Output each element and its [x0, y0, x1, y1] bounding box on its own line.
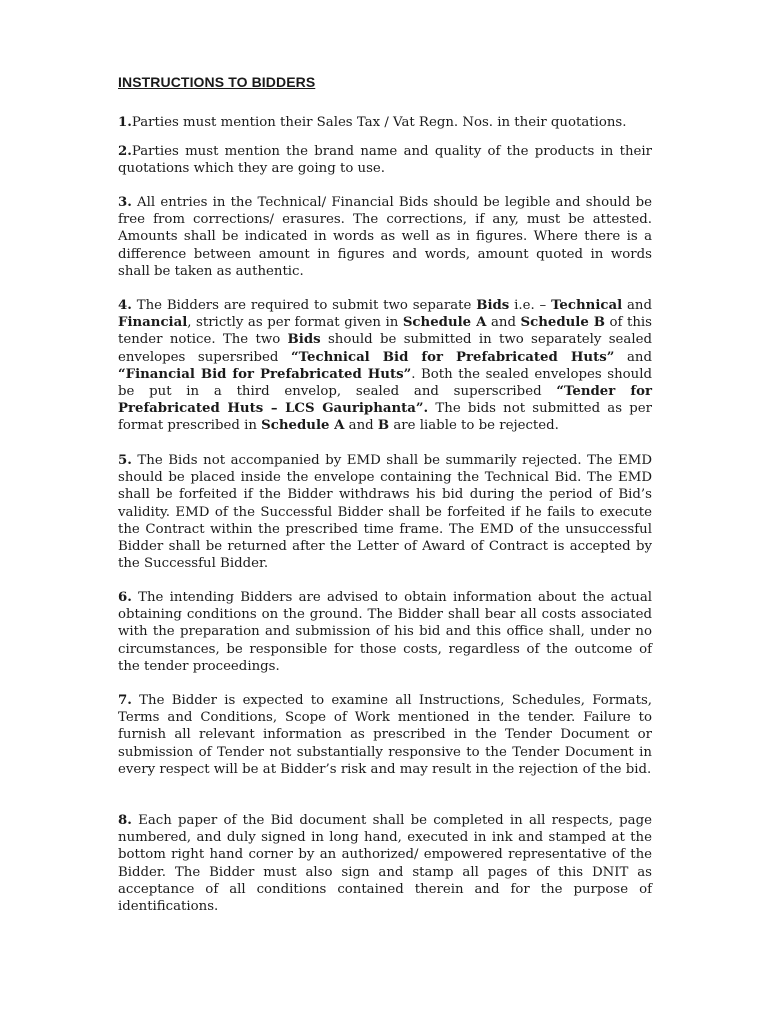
text-run: i.e. –	[509, 298, 552, 313]
instruction-number: 5.	[118, 453, 132, 468]
instruction-number: 2.	[118, 144, 132, 159]
instruction-text: Each paper of the Bid document shall be completed in all respects, page numbered, and duly signed in long hand, executed in ink and stamped at the bottom right hand corner by an authorized/ empowered representative of the Bidder. The Bidder must also sign and stamp all pages of this DNIT as acceptance of all conditions contained therein and for the purpose of identifications.	[118, 813, 652, 915]
instruction-number: 8.	[118, 813, 132, 828]
text-run: and	[486, 315, 521, 331]
instruction-6	[118, 589, 652, 675]
instruction-text: All entries in the Technical/ Financial Bids should be legible and should be free from corrections/ erasures. The corrections, if any, must be attested. Amounts shall be indicated in words as well as in figures. Where there is a difference between amount in figures and words, amount quoted in words shall be taken as authentic.	[118, 195, 652, 279]
text-run: . Both the sealed envelopes should be put in a third envelop, sealed and superscribed	[118, 366, 652, 400]
instruction-5	[118, 452, 652, 572]
bold-run: Bids	[287, 332, 321, 348]
bold-run: Schedule B	[520, 315, 605, 331]
instruction-text: Parties must mention the brand name and quality of the products in their quotations which they are going to use.	[118, 144, 652, 177]
instruction-1	[118, 114, 652, 131]
bold-run: Financial	[118, 315, 188, 331]
bold-run: “Technical Bid for Prefabricated Huts”	[291, 349, 615, 365]
instruction-text: The Bidder is expected to examine all Instructions, Schedules, Formats, Terms and Conditions, Scope of Work mentioned in the tender. Failure to furnish all relevant information as prescribed in the Tender Document or submission of Tender not substantially responsive to the Tender Document in every respect will be at Bidder’s risk and may result in the rejection of the bid.	[118, 693, 652, 777]
instruction-text: Parties must mention their Sales Tax / Vat Regn. Nos. in their quotations.	[131, 115, 627, 130]
bold-run: Bids	[476, 298, 510, 313]
bold-run: Schedule A	[402, 315, 487, 331]
instruction-number: 4.	[118, 298, 132, 313]
text-run: and	[622, 298, 652, 313]
instruction-7	[118, 692, 652, 778]
text-run: , strictly as per format given in	[187, 315, 403, 331]
bold-run: B	[377, 418, 390, 434]
page-title: INSTRUCTIONS TO BIDDERS	[118, 74, 316, 90]
text-run: and	[344, 418, 378, 434]
text-run: of this tender notice. The two	[118, 315, 653, 348]
instruction-number: 6.	[118, 590, 132, 605]
bold-run: “Financial Bid for Prefabricated Huts”	[118, 366, 412, 382]
text-run: The Bidders are required to submit two separate	[131, 298, 477, 313]
bold-run: Schedule A	[261, 418, 345, 434]
bold-run: “Tender for Prefabricated Huts – LCS Gauriphanta”.	[118, 384, 653, 417]
text-run: are liable to be rejected.	[389, 418, 559, 434]
bold-run: Technical	[551, 298, 623, 313]
instruction-3	[118, 194, 652, 280]
instruction-text: The intending Bidders are advised to obtain information about the actual obtaining conditions on the ground. The Bidder shall bear all costs associated with the preparation and submission of his bid and this office shall, under no circumstances, be responsible for those costs, regardless of the outcome of the tender proceedings.	[118, 590, 652, 674]
instruction-number: 3.	[118, 195, 132, 210]
instruction-4	[118, 297, 652, 435]
instruction-number: 1.	[118, 115, 132, 130]
instruction-text: The Bids not accompanied by EMD shall be summarily rejected. The EMD should be placed inside the envelope containing the Technical Bid. The EMD shall be forfeited if the Bidder withdraws his bid during the period of Bid’s validity. EMD of the Successful Bidder shall be forfeited if he fails to execute the Contract within the prescribed time frame. The EMD of the unsuccessful Bidder shall be returned after the Letter of Award of Contract is accepted by the Successful Bidder.	[118, 453, 652, 572]
instruction-8	[118, 812, 652, 915]
instruction-number: 7.	[118, 693, 132, 708]
text-run: The bids not submitted as per format prescribed in	[118, 401, 652, 434]
text-run: and	[614, 349, 652, 365]
instruction-2	[118, 143, 652, 177]
text-run: should be submitted in two separately sealed envelopes supersribed	[118, 332, 652, 365]
